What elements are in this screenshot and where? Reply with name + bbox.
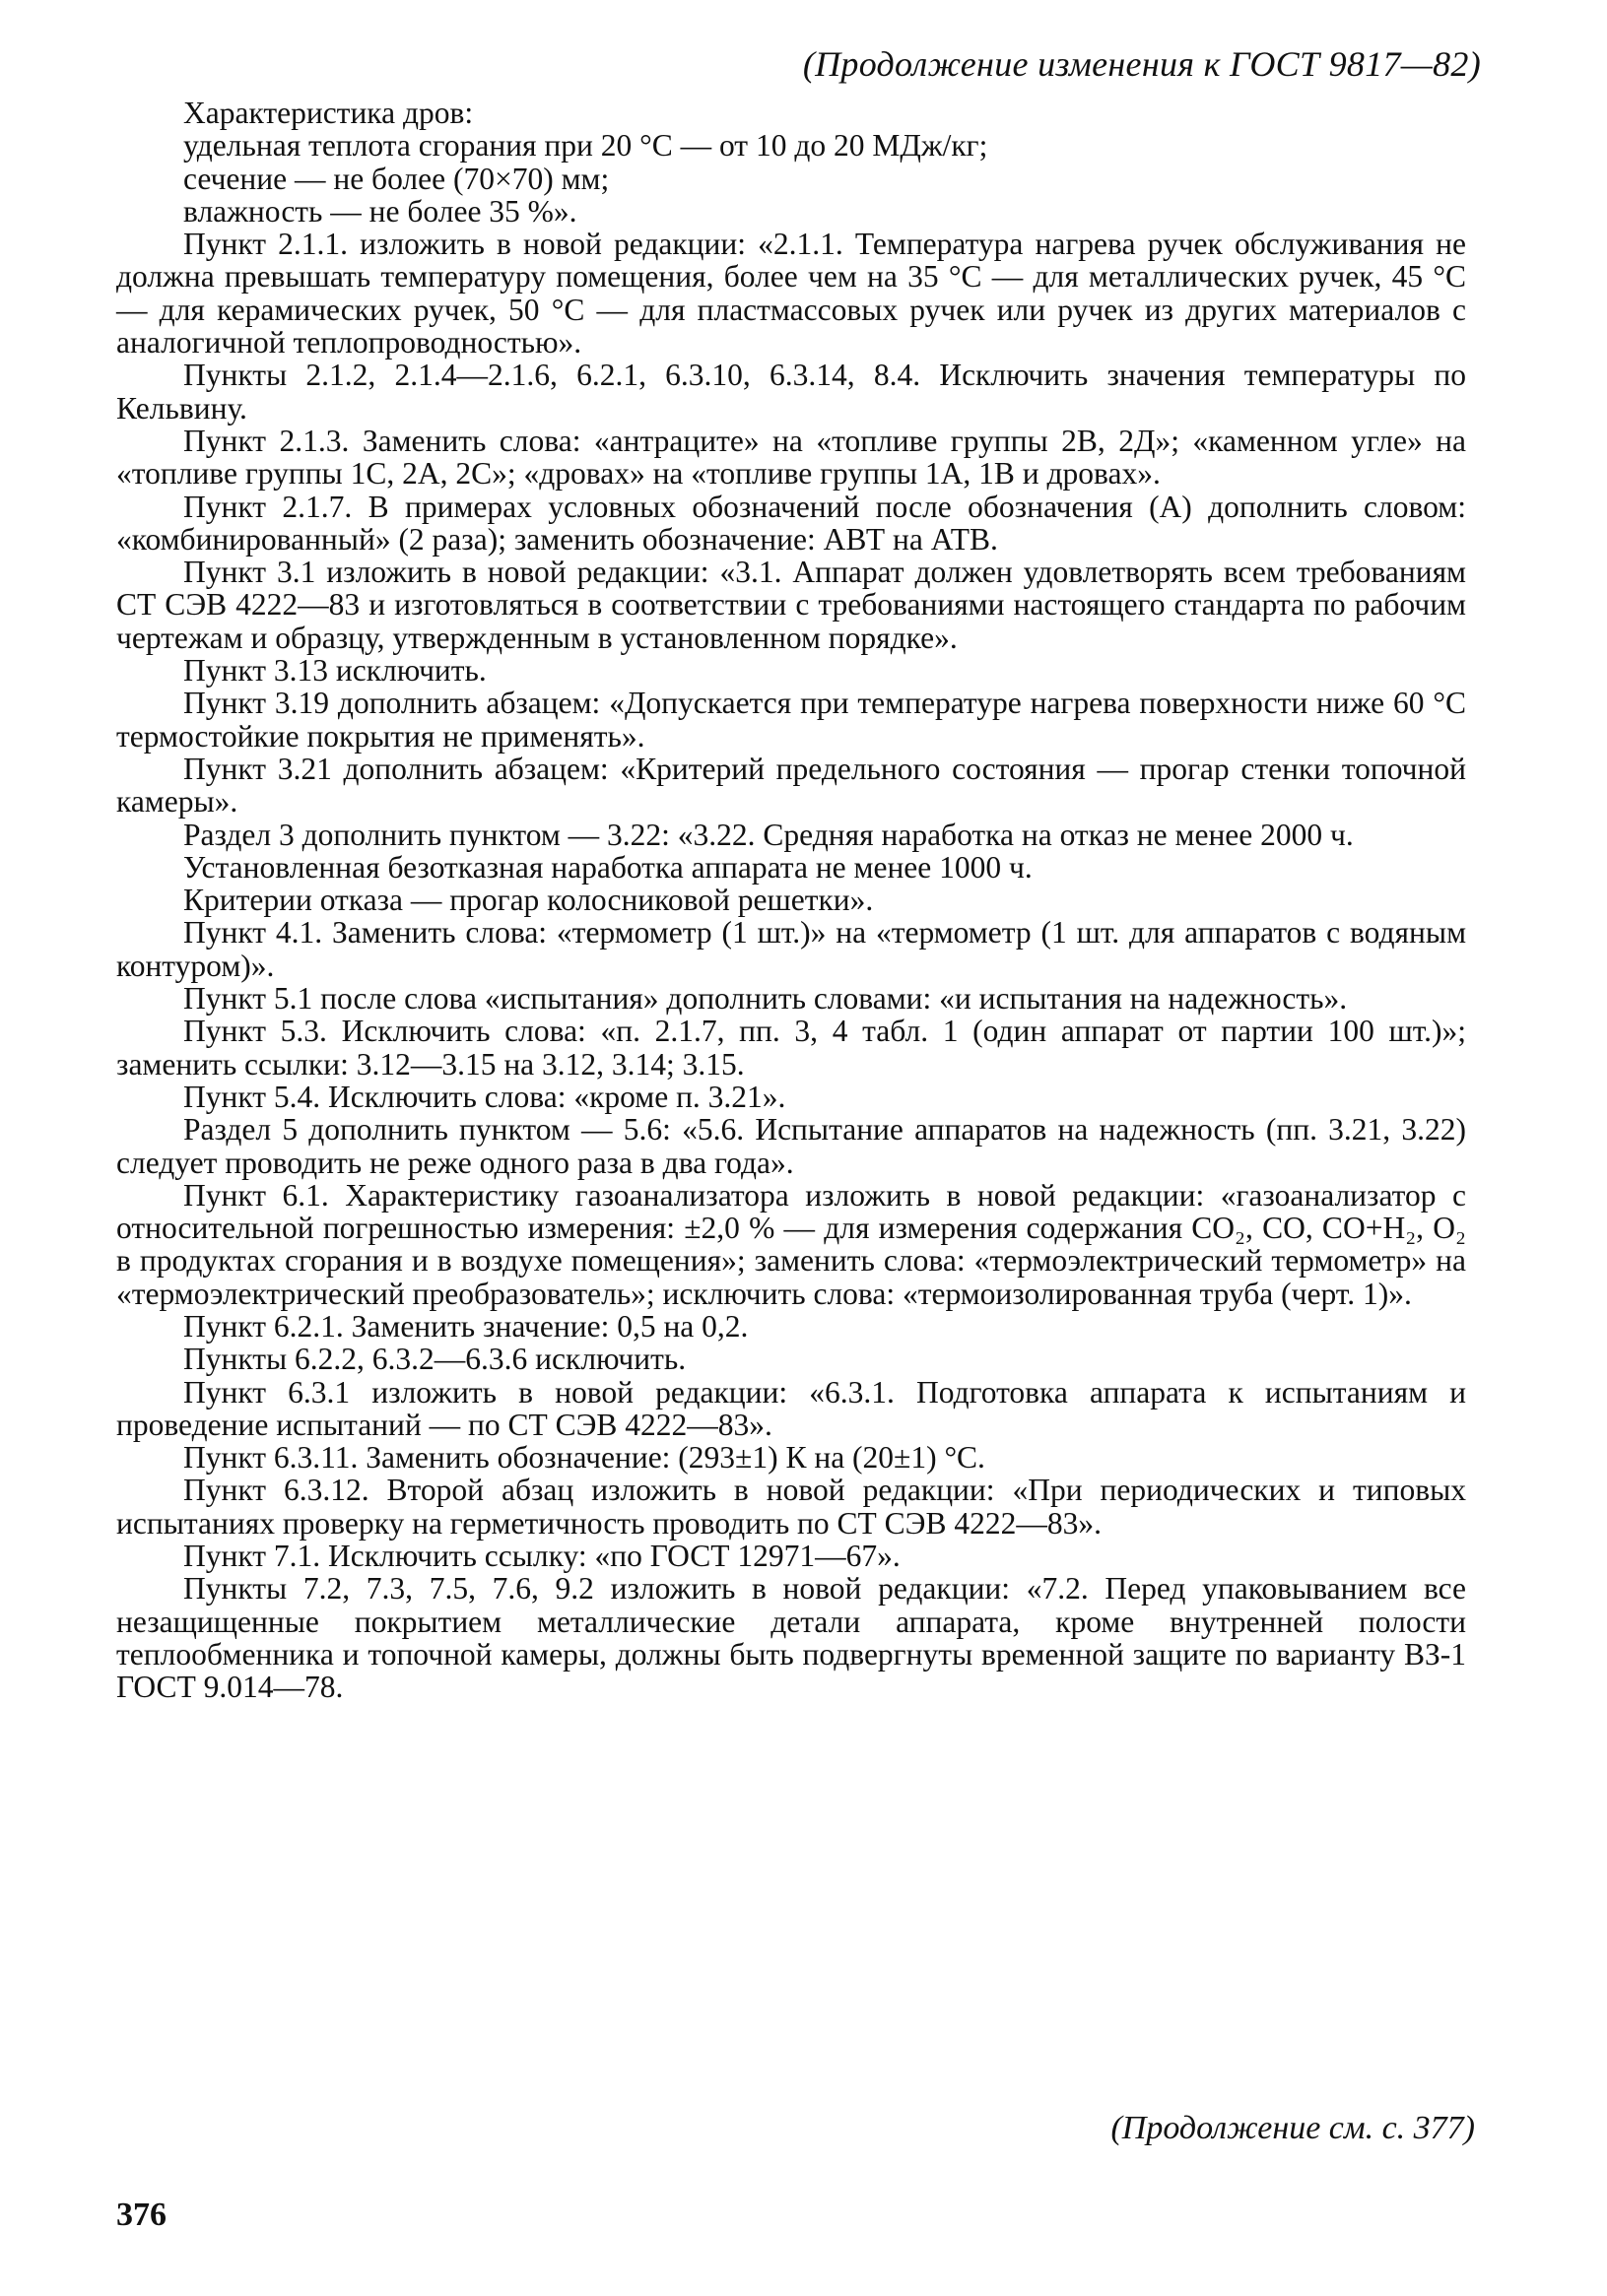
paragraph: Характеристика дров:: [183, 96, 474, 130]
continuation-note: (Продолжение см. с. 377): [1110, 2110, 1475, 2146]
paragraph: удельная теплота сгорания при 20 °С — от 10 до 20 МДж/кг;: [183, 128, 988, 164]
paragraph: Раздел 5 дополнить пунктом — 5.6: «5.6. Испытание аппаратов на надежность (пп. 3.21, 3.22) следует проводить не реже одного раза в два года».: [116, 1112, 1466, 1180]
paragraph: Установленная безотказная наработка аппарата не менее 1000 ч.: [183, 849, 1033, 885]
paragraph: Пункт 5.1 после слова «испытания» дополнить словами: «и испытания на надежность».: [183, 981, 1348, 1017]
paragraph: Пункты 7.2, 7.3, 7.5, 7.6, 9.2 изложить в новой редакции: «7.2. Перед упаковыванием все незащищенные покрытием металлические детали аппарата, кроме внутренней полости теплообменника и топочной камеры, должны быть подвергнуты временной защите по варианту ВЗ-1 ГОСТ 9.014—78.: [116, 1571, 1466, 1705]
paragraph: Пункт 3.19 дополнить абзацем: «Допускается при температуре нагрева поверхности ниже 60 °С термостойкие покрытия не применять».: [116, 686, 1466, 754]
paragraph: Раздел 3 дополнить пунктом — 3.22: «3.22. Средняя наработка на отказ не менее 2000 ч.: [183, 817, 1354, 852]
paragraph: Пункты 6.2.2, 6.3.2—6.3.6 исключить.: [183, 1342, 687, 1377]
paragraph: Пункт 2.1.1. изложить в новой редакции: «2.1.1. Температура нагрева ручек обслуживания не должна превышать температуру помещения, более чем на 35 °С — для металлических ручек, 45 °С — для керамических ручек, 50 °С — для пластмассовых ручек или ручек из других материалов с аналогичной теплопроводностью».: [116, 227, 1466, 361]
paragraph: Пункт 4.1. Заменить слова: «термометр (1 шт.)» на «термометр (1 шт. для аппаратов с водяным контуром)».: [116, 915, 1466, 983]
paragraph: сечение — не более (70×70) мм;: [183, 161, 610, 196]
paragraph: Пункт 6.3.11. Заменить обозначение: (293±1) К на (20±1) °С.: [183, 1440, 985, 1476]
paragraph: Пункты 2.1.2, 2.1.4—2.1.6, 6.2.1, 6.3.10, 6.3.14, 8.4. Исключить значения температуры по Кельвину.: [116, 358, 1466, 426]
paragraph: Пункт 2.1.7. В примерах условных обозначений после обозначения (А) дополнить словом: «комбинированный» (2 раза); заменить обозначение: АВТ на АТВ.: [116, 489, 1466, 557]
body-text: [116, 97, 1466, 1704]
paragraph: Пункт 2.1.3. Заменить слова: «антраците» на «топливе группы 2В, 2Д»; «каменном угле» на «топливе группы 1С, 2А, 2С»; «дровах» на «топливе группы 1А, 1В и дровах».: [116, 423, 1466, 492]
paragraph: Критерии отказа — прогар колосниковой решетки».: [183, 883, 874, 918]
paragraph: Пункт 6.3.12. Второй абзац изложить в новой редакции: «При периодических и типовых испытаниях проверку на герметичность проводить по СТ СЭВ 4222—83».: [116, 1473, 1466, 1541]
paragraph: Пункт 3.21 дополнить абзацем: «Критерий предельного состояния — прогар стенки топочной камеры».: [116, 751, 1466, 820]
paragraph: влажность — не более 35 %».: [183, 193, 577, 229]
paragraph: Пункт 6.2.1. Заменить значение: 0,5 на 0,2.: [183, 1308, 749, 1344]
paragraph: Пункт 3.1 изложить в новой редакции: «3.1. Аппарат должен удовлетворять всем требованиям СТ СЭВ 4222—83 и изготовляться в соответствии с требованиями настоящего стандарта по рабочим чертежам и образцу, утвержденным в установленном порядке».: [116, 555, 1466, 655]
paragraph: Пункт 7.1. Исключить ссылку: «по ГОСТ 12971—67».: [183, 1539, 901, 1574]
paragraph: Пункт 6.3.1 изложить в новой редакции: «6.3.1. Подготовка аппарата к испытаниям и проведение испытаний — по СТ СЭВ 4222—83».: [116, 1374, 1466, 1442]
page-number: 376: [116, 2197, 167, 2233]
paragraph: Пункт 5.3. Исключить слова: «п. 2.1.7, пп. 3, 4 табл. 1 (один аппарат от партии 100 шт.)»; заменить ссылки: 3.12—3.15 на 3.12, 3.14; 3.15.: [116, 1014, 1466, 1082]
running-header: (Продолжение изменения к ГОСТ 9817—82): [802, 44, 1481, 84]
paragraph: Пункт 6.1. Характеристику газоанализатора изложить в новой редакции: «газоанализатор с относительной погрешностью измерения: ±2,0 % — для измерения содержания CO₂, CO, CO+H₂, O₂ в продуктах сгорания и в воздухе помещения»; заменить слова: «термоэлектрический термометр» на «термоэлектрический преобразователь»; исключить слова: «термоизолированная труба (черт. 1)».: [116, 1177, 1466, 1311]
paragraph: Пункт 3.13 исключить.: [183, 653, 487, 689]
paragraph: Пункт 5.4. Исключить слова: «кроме п. 3.21».: [183, 1079, 786, 1114]
